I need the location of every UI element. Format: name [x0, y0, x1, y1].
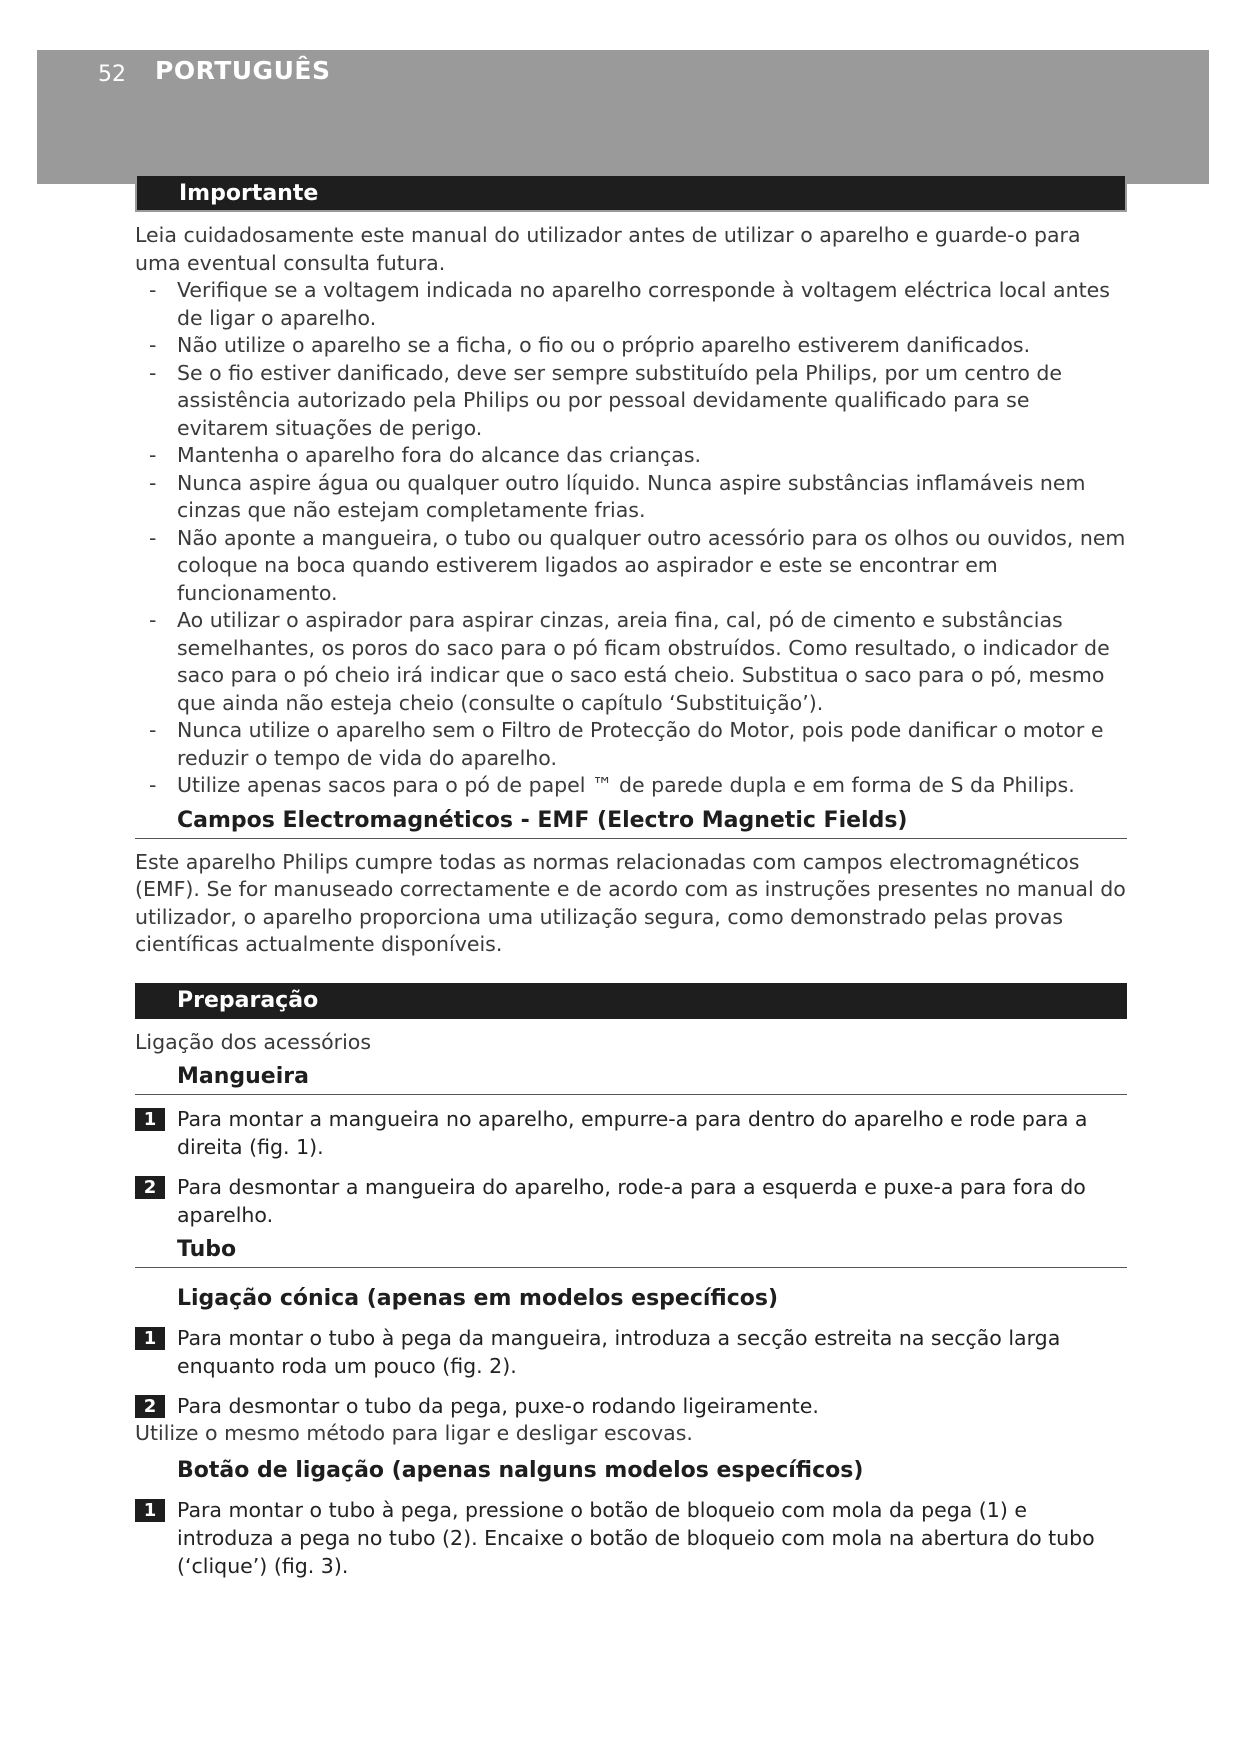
list-item: - Utilize apenas sacos para o pó de papel ™ de parede dupla e em forma de S da Philips. — [149, 773, 1075, 797]
list-item: - Mantenha o aparelho fora do alcance das crianças. — [149, 443, 702, 467]
list-item: - Não aponte a mangueira, o tubo ou qualquer outro acessório para os olhos ou ouvidos, nem coloque na boca quando estiverem ligados ao aspirador e este se encontrar em funcionamento. — [149, 525, 1126, 605]
list-item: - Não utilize o aparelho se a ficha, o fio ou o próprio aparelho estiverem danificados. — [149, 333, 1031, 357]
botao-heading: Botão de ligação (apenas nalguns modelos específicos) — [177, 1457, 864, 1483]
list-item: - Verifique se a voltagem indicada no aparelho corresponde à voltagem eléctrica local antes de ligar o aparelho. — [149, 278, 1110, 330]
step-number-badge: 1 — [135, 1499, 165, 1522]
list-item: - Nunca utilize o aparelho sem o Filtro de Protecção do Motor, pois pode danificar o motor e reduzir o tempo de vida do aparelho. — [149, 718, 1104, 770]
botao-step-1: 1 Para montar o tubo à pega, pressione o botão de bloqueio com mola da pega (1) e introduza a pega no tubo (2). Encaixe o botão de bloqueio com mola na abertura do tubo (‘clique’) (fig. 3). — [135, 1496, 1127, 1580]
mangueira-step-1: 1 Para montar a mangueira no aparelho, empurre-a para dentro do aparelho e rode para a direita (fig. 1). — [135, 1105, 1127, 1161]
step-number-badge: 1 — [135, 1108, 165, 1131]
importante-list — [135, 277, 1127, 800]
list-item: - Ao utilizar o aspirador para aspirar cinzas, areia fina, cal, pó de cimento e substâncias semelhantes, os poros do saco para o pó ficam obstruídos. Como resultado, o indicador de saco para o pó cheio irá indicar que o saco está cheio. Substitua o saco para o pó, mesmo que ainda não esteja cheio (consulte o capítulo ‘Substituição’). — [149, 608, 1110, 715]
section-bar-importante: Importante — [135, 176, 1127, 212]
step-number-badge: 1 — [135, 1327, 165, 1350]
page-content — [135, 176, 1127, 1580]
list-item: - Se o fio estiver danificado, deve ser sempre substituído pela Philips, por um centro de assistência autorizado pela Philips ou por pessoal devidamente qualificado para se evitarem situações de perigo. — [149, 360, 1063, 440]
emf-text: Este aparelho Philips cumpre todas as normas relacionadas com campos electromagnéticos (EMF). Se for manuseado correctamente e de acordo com as instruções presentes no manual do utilizador, o aparelho proporciona uma utilização segura, como demonstrado pelas provas científicas actualmente disponíveis. — [135, 849, 1126, 956]
step-number-badge: 2 — [135, 1395, 165, 1418]
emf-heading: Campos Electromagnéticos - EMF (Electro Magnetic Fields) — [135, 806, 1127, 839]
mangueira-step-2: 2 Para desmontar a mangueira do aparelho, rode-a para a esquerda e puxe-a para fora do aparelho. — [135, 1173, 1127, 1229]
list-item: - Nunca aspire água ou qualquer outro líquido. Nunca aspire substâncias inflamáveis nem cinzas que não estejam completamente frias. — [149, 470, 1086, 522]
importante-intro: Leia cuidadosamente este manual do utilizador antes de utilizar o aparelho e guarde-o para uma eventual consulta futura. — [135, 223, 1081, 275]
conica-heading: Ligação cónica (apenas em modelos específicos) — [177, 1286, 779, 1311]
mangueira-heading: Mangueira — [135, 1062, 1127, 1095]
conica-step-2: 2 Para desmontar o tubo da pega, puxe-o rodando ligeiramente. — [135, 1392, 1127, 1420]
section-bar-preparacao: Preparação — [135, 983, 1127, 1019]
step-number-badge: 2 — [135, 1176, 165, 1199]
preparacao-intro: Ligação dos acessórios — [135, 1029, 372, 1054]
conica-note: Utilize o mesmo método para ligar e desligar escovas. — [135, 1421, 693, 1445]
page-number: 52 — [98, 62, 126, 87]
tubo-heading: Tubo — [135, 1235, 1127, 1268]
language-title: PORTUGUÊS — [155, 56, 331, 85]
conica-step-1: 1 Para montar o tubo à pega da mangueira, introduza a secção estreita na secção larga enquanto roda um pouco (fig. 2). — [135, 1324, 1127, 1380]
